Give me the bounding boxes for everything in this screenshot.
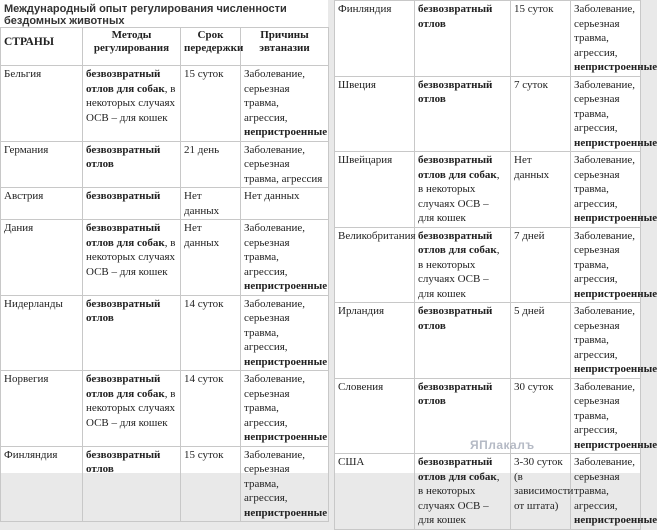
reasons-text: Заболевание, серьезная травма, агрессия, xyxy=(574,229,636,285)
reasons-bold: непристроенные xyxy=(574,287,657,300)
term-cell: 7 суток xyxy=(511,76,571,152)
method-rest: , в некоторых случаях ОСВ – для кошек xyxy=(418,244,500,300)
table-row xyxy=(1,295,329,371)
header-methods: Методы регулирования xyxy=(83,28,181,66)
header-countries: СТРАНЫ xyxy=(1,28,83,66)
reasons-text: Заболевание, серьезная травма, агрессия, xyxy=(574,78,636,134)
country-cell: Швеция xyxy=(335,76,415,152)
method-bold: безвозвратный отлов xyxy=(418,78,493,105)
method-cell xyxy=(83,295,181,371)
table-row xyxy=(1,446,329,522)
reasons-text: Заболевание, серьезная травма, агрессия, xyxy=(244,297,306,353)
reasons-bold: непристроенные xyxy=(574,514,657,526)
method-cell xyxy=(83,141,181,188)
left-table xyxy=(0,27,329,522)
reasons-cell xyxy=(571,454,657,530)
method-cell xyxy=(83,446,181,522)
table-row xyxy=(335,1,641,77)
table-row xyxy=(335,227,641,303)
reasons-text: Заболевание, серьезная травма, агрессия, xyxy=(574,305,636,361)
term-cell: Нет данных xyxy=(181,220,241,296)
method-cell xyxy=(83,188,181,220)
reasons-cell xyxy=(571,152,657,228)
reasons-text: Заболевание, серьезная травма, агрессия, xyxy=(574,456,636,512)
country-cell: Австрия xyxy=(1,188,83,220)
document-title: Международный опыт регулирования численности бездомных животных xyxy=(4,3,287,27)
reasons-cell xyxy=(241,141,329,188)
method-cell xyxy=(415,227,511,303)
term-cell: 15 суток xyxy=(181,66,241,142)
method-bold: безвозвратный отлов для собак xyxy=(86,222,165,249)
reasons-bold: непристроенные xyxy=(574,61,657,73)
watermark-logo: ЯПлакалъ xyxy=(470,438,535,452)
right-page xyxy=(334,0,657,526)
term-cell: 15 суток xyxy=(181,446,241,522)
country-cell: Финляндия xyxy=(335,1,415,77)
table-row xyxy=(1,188,329,220)
term-cell: 3-30 суток (в зависимости от штата) xyxy=(511,454,571,530)
method-bold: безвозвратный отлов для собак xyxy=(86,373,165,400)
term-cell: 7 дней xyxy=(511,227,571,303)
header-term: Срок передержки xyxy=(181,28,241,66)
method-rest: , в некоторых случаях ОСВ – для кошек xyxy=(86,387,176,429)
term-cell: Нет данных xyxy=(511,152,571,228)
method-rest: , в некоторых случаях ОСВ – для кошек xyxy=(418,168,500,224)
reasons-cell xyxy=(571,1,657,77)
reasons-bold: непристроенные xyxy=(574,438,657,451)
method-bold: безвозвратный xyxy=(86,190,161,202)
reasons-cell xyxy=(241,188,329,220)
method-rest: , в некоторых случаях ОСВ – для кошек xyxy=(86,236,176,278)
reasons-bold: непристроенные xyxy=(574,136,657,149)
method-bold: безвозвратный отлов для собак xyxy=(86,68,165,95)
term-cell: 30 суток xyxy=(511,378,571,454)
method-cell xyxy=(415,303,511,379)
method-rest: , в некоторых случаях ОСВ – для кошек xyxy=(418,470,500,526)
table-row xyxy=(335,76,641,152)
reasons-cell xyxy=(241,220,329,296)
method-cell xyxy=(83,371,181,447)
reasons-bold: непристроенные xyxy=(244,355,328,368)
reasons-cell xyxy=(571,76,657,152)
method-bold: безвозвратный отлов xyxy=(418,3,493,30)
reasons-text: Заболевание, серьезная травма, агрессия, xyxy=(574,3,636,59)
reasons-bold: непристроенные xyxy=(244,126,328,138)
reasons-bold: непристроенные xyxy=(244,280,328,292)
table-row xyxy=(335,454,641,530)
reasons-cell xyxy=(571,227,657,303)
method-bold: безвозвратный отлов xyxy=(418,380,493,407)
country-cell: Ирландия xyxy=(335,303,415,379)
reasons-cell xyxy=(241,295,329,371)
method-bold: безвозвратный отлов для собак xyxy=(418,229,497,256)
country-cell: Швейцария xyxy=(335,152,415,228)
reasons-bold: непристроенные xyxy=(574,363,657,375)
reasons-cell xyxy=(241,371,329,447)
country-cell: Дания xyxy=(1,220,83,296)
term-cell: 14 суток xyxy=(181,295,241,371)
table-row xyxy=(1,141,329,188)
term-cell: Нет данных xyxy=(181,188,241,220)
reasons-cell xyxy=(571,303,657,379)
reasons-text: Нет данных xyxy=(244,190,300,202)
table-row xyxy=(1,220,329,296)
table-row xyxy=(1,371,329,447)
reasons-text: Заболевание, серьезная травма, агрессия xyxy=(244,143,323,185)
term-cell: 5 дней xyxy=(511,303,571,379)
country-cell: Нидерланды xyxy=(1,295,83,371)
table-row xyxy=(1,66,329,142)
term-cell: 21 день xyxy=(181,141,241,188)
method-cell xyxy=(415,1,511,77)
country-cell: Германия xyxy=(1,141,83,188)
method-rest: , в некоторых случаях ОСВ – для кошек xyxy=(86,82,176,124)
country-cell: Великобритания xyxy=(335,227,415,303)
method-cell xyxy=(83,220,181,296)
header-reasons: Причины эвтаназии xyxy=(241,28,329,66)
reasons-text: Заболевание, серьезная травма, агрессия, xyxy=(244,222,306,278)
method-cell xyxy=(415,152,511,228)
table-row xyxy=(335,152,641,228)
left-page xyxy=(0,0,328,519)
reasons-text: Заболевание, серьезная травма, агрессия, xyxy=(574,380,636,436)
method-bold: безвозвратный отлов xyxy=(418,305,493,332)
reasons-cell xyxy=(571,378,657,454)
reasons-text: Заболевание, серьезная травма, агрессия, xyxy=(244,373,306,429)
method-cell xyxy=(415,76,511,152)
method-bold: безвозвратный отлов xyxy=(86,448,161,475)
reasons-cell xyxy=(241,66,329,142)
reasons-bold: непристроенные xyxy=(244,506,328,519)
country-cell: Словения xyxy=(335,378,415,454)
reasons-bold: непристроенные xyxy=(574,212,657,224)
reasons-text: Заболевание, серьезная травма, агрессия, xyxy=(244,68,306,124)
country-cell: Норвегия xyxy=(1,371,83,447)
term-cell: 14 суток xyxy=(181,371,241,447)
method-bold: безвозвратный отлов xyxy=(86,297,161,324)
method-bold: безвозвратный отлов для собак xyxy=(418,154,497,181)
method-bold: безвозвратный отлов xyxy=(86,143,161,170)
reasons-text: Заболевание, серьезная травма, агрессия, xyxy=(574,154,636,210)
method-bold: безвозвратный отлов для собак xyxy=(418,456,497,483)
method-cell xyxy=(83,66,181,142)
table-row xyxy=(335,303,641,379)
reasons-cell xyxy=(241,446,329,522)
country-cell: США xyxy=(335,454,415,530)
term-cell: 15 суток xyxy=(511,1,571,77)
reasons-bold: непристроенные xyxy=(244,431,328,443)
reasons-text: Заболевание, серьезная травма, агрессия, xyxy=(244,448,306,504)
country-cell: Финляндия xyxy=(1,446,83,522)
country-cell: Бельгия xyxy=(1,66,83,142)
method-cell xyxy=(415,454,511,530)
